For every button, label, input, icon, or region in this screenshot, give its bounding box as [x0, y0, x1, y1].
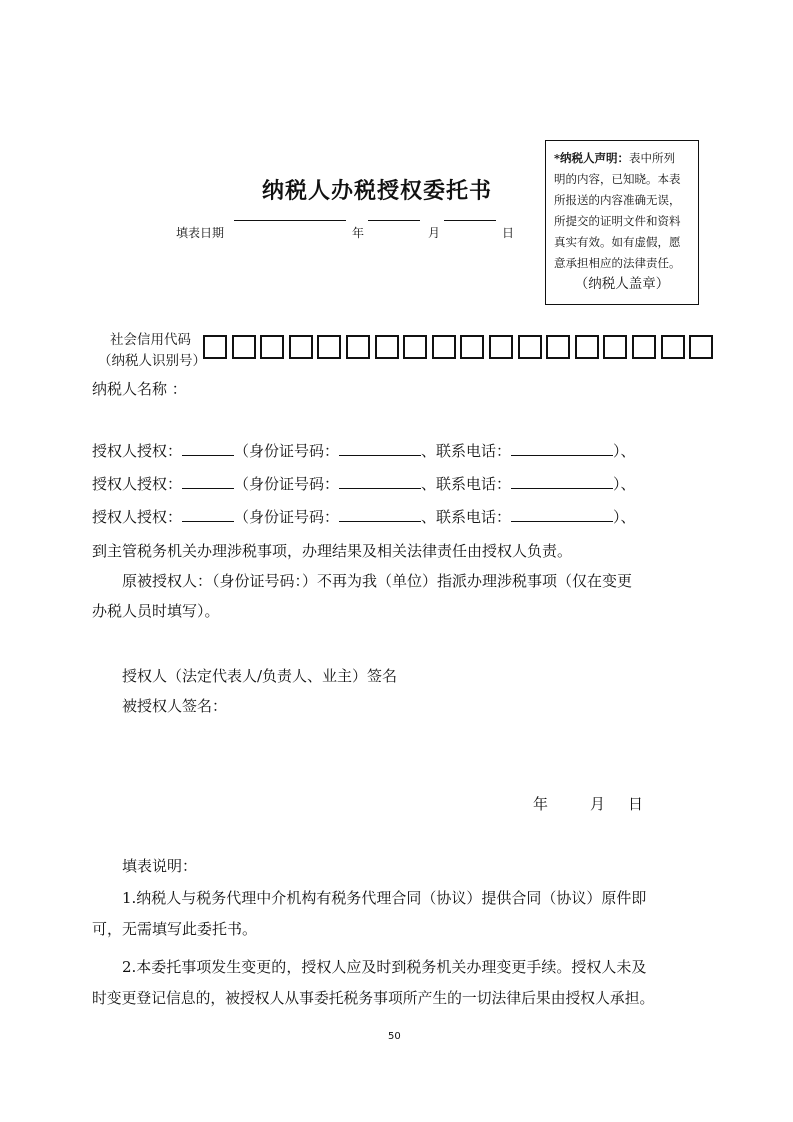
authorized-signature-label: 被授权人签名： — [122, 697, 228, 715]
former-authorized-line2: 办税人员时填写）。 — [92, 602, 220, 620]
row-suffix: ）、 — [613, 475, 636, 493]
authorizer-label: 授权人授权： — [92, 508, 183, 526]
credit-code-digit-box[interactable] — [460, 335, 484, 359]
sign-month-label: 月 — [590, 795, 606, 813]
fill-date-label: 填表日期 — [176, 226, 225, 240]
authorization-row — [92, 506, 636, 539]
sign-day-label: 日 — [628, 795, 644, 813]
declaration-line: 明的内容，已知晓。本表 — [554, 172, 681, 186]
phone-blank[interactable] — [511, 440, 613, 456]
note-1-line1: 1.纳税人与税务代理中介机构有税务代理合同（协议）提供合同（协议）原件即 — [122, 889, 647, 907]
month-blank[interactable] — [368, 220, 420, 221]
credit-code-digit-box[interactable] — [575, 335, 599, 359]
id-number-blank[interactable] — [339, 506, 421, 522]
credit-code-boxes — [203, 335, 718, 359]
declaration-line: 表中所列 — [629, 151, 676, 165]
day-label: 日 — [502, 226, 515, 240]
day-blank[interactable] — [444, 220, 496, 221]
credit-code-digit-box[interactable] — [375, 335, 399, 359]
declaration-line: 所提交的证明文件和资料 — [554, 214, 681, 228]
credit-code-label-line1: 社会信用代码 — [110, 332, 191, 348]
authorized-person-blank[interactable] — [182, 506, 234, 522]
credit-code-digit-box[interactable] — [317, 335, 341, 359]
declaration-line: 真实有效。如有虚假，愿 — [554, 235, 681, 249]
declaration-line: 所报送的内容准确无误， — [554, 193, 681, 207]
id-number-label: （身份证号码： — [234, 475, 340, 493]
note-2-line1: 2.本委托事项发生变更的，授权人应及时到税务机关办理变更手续。授权人未及 — [122, 958, 647, 976]
notes-heading: 填表说明： — [122, 857, 198, 875]
credit-code-digit-box[interactable] — [232, 335, 256, 359]
credit-code-digit-box[interactable] — [518, 335, 542, 359]
taxpayer-seal-label: （纳税人盖章） — [574, 276, 670, 292]
authorization-row — [92, 473, 636, 506]
credit-code-digit-box[interactable] — [346, 335, 370, 359]
year-blank[interactable] — [234, 220, 346, 221]
month-label: 月 — [428, 226, 441, 240]
page-number: 50 — [388, 1031, 401, 1042]
credit-code-digit-box[interactable] — [289, 335, 313, 359]
phone-label: 、联系电话： — [421, 442, 512, 460]
sign-year-label: 年 — [533, 795, 549, 813]
year-label: 年 — [352, 226, 365, 240]
phone-blank[interactable] — [511, 506, 613, 522]
authorizer-signature-label: 授权人（法定代表人/负责人、业主）签名 — [122, 667, 398, 685]
authorized-person-blank[interactable] — [182, 440, 234, 456]
credit-code-digit-box[interactable] — [489, 335, 513, 359]
authorizer-label: 授权人授权： — [92, 475, 183, 493]
form-title: 纳税人办税授权委托书 — [262, 178, 493, 204]
credit-code-digit-box[interactable] — [260, 335, 284, 359]
declaration-heading: *纳税人声明： — [554, 151, 630, 165]
responsibility-text: 到主管税务机关办理涉税事项，办理结果及相关法律责任由授权人负责。 — [92, 542, 573, 560]
row-suffix: ）、 — [613, 508, 636, 526]
authorization-row — [92, 440, 636, 473]
credit-code-digit-box[interactable] — [632, 335, 656, 359]
credit-code-digit-box[interactable] — [203, 335, 227, 359]
credit-code-digit-box[interactable] — [603, 335, 627, 359]
taxpayer-name-label: 纳税人名称 ： — [92, 380, 187, 398]
note-2-line2: 时变更登记信息的，被授权人从事委托税务事项所产生的一切法律后果由授权人承担。 — [92, 990, 655, 1007]
credit-code-digit-box[interactable] — [689, 335, 713, 359]
former-authorized-line1: 原被授权人：（身份证号码：）不再为我（单位）指派办理涉税事项（仅在变更 — [122, 572, 633, 590]
note-1-line2: 可，无需填写此委托书。 — [92, 920, 258, 938]
row-suffix: ）、 — [613, 442, 636, 460]
taxpayer-declaration-box — [545, 140, 699, 305]
declaration-line: 意承担相应的法律责任。 — [554, 256, 681, 270]
authorized-person-blank[interactable] — [182, 473, 234, 489]
credit-code-digit-box[interactable] — [403, 335, 427, 359]
id-number-blank[interactable] — [339, 440, 421, 456]
credit-code-digit-box[interactable] — [546, 335, 570, 359]
id-number-blank[interactable] — [339, 473, 421, 489]
phone-label: 、联系电话： — [421, 508, 512, 526]
id-number-label: （身份证号码： — [234, 442, 340, 460]
credit-code-digit-box[interactable] — [432, 335, 456, 359]
credit-code-label-line2: （纳税人识别号） — [98, 353, 206, 369]
authorizer-label: 授权人授权： — [92, 442, 183, 460]
credit-code-digit-box[interactable] — [661, 335, 685, 359]
phone-label: 、联系电话： — [421, 475, 512, 493]
phone-blank[interactable] — [511, 473, 613, 489]
credit-code-label — [98, 330, 206, 372]
id-number-label: （身份证号码： — [234, 508, 340, 526]
fill-date-row — [176, 212, 516, 242]
authorization-rows — [92, 440, 636, 539]
